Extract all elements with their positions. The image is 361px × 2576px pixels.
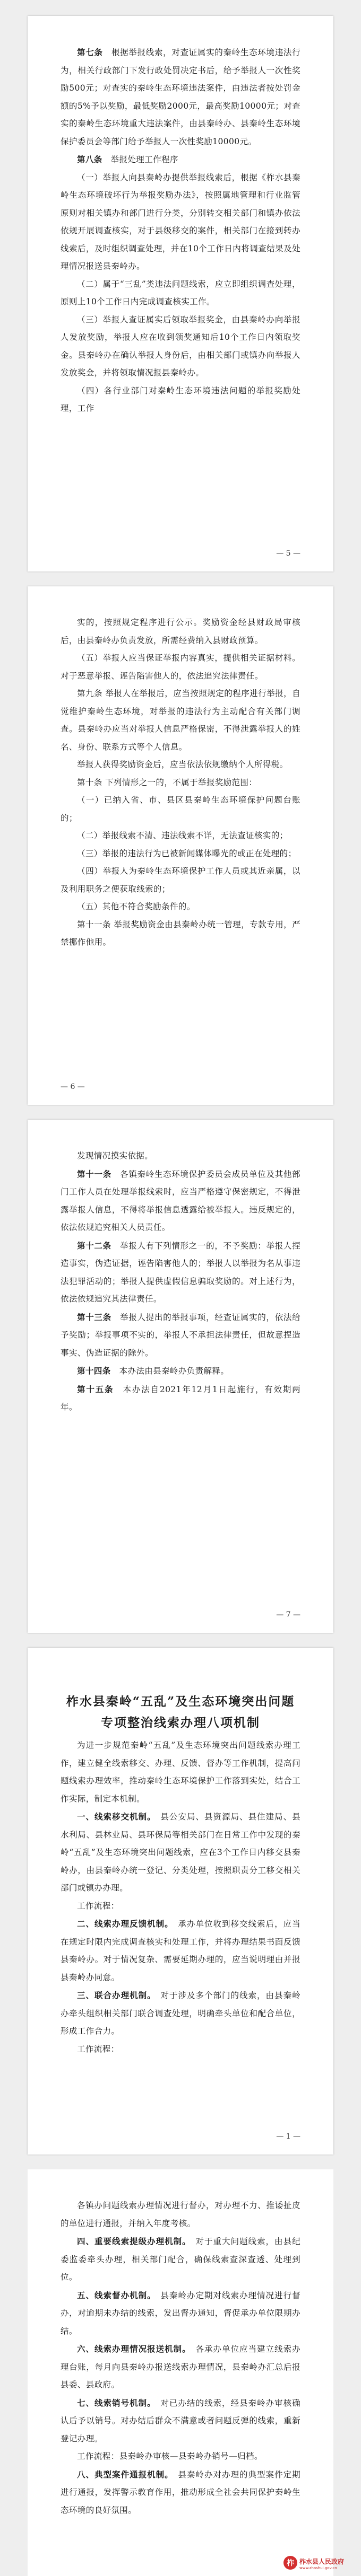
paragraph <box>61 2287 300 2341</box>
paragraph <box>61 1986 300 2041</box>
paragraph-text: 举报人提出的举报事项，经查证属实的，依法给予奖励；举报事项不实的，举报人不承担法律责任，但故意捏造事实、伪造证据的除外。 <box>61 1312 301 1358</box>
paragraph <box>61 792 300 827</box>
logo-emblem-icon: 柞 <box>283 2556 297 2570</box>
paragraph <box>61 2394 300 2448</box>
page-number: — 5 — <box>276 549 300 558</box>
paragraph-heading: 第十二条 <box>77 1240 111 1251</box>
paragraph <box>61 1381 300 1417</box>
title-line-2: 专项整治线索办理八项机制 <box>101 1716 260 1730</box>
paragraph-heading: 五、线索督办机制。 <box>77 2290 152 2300</box>
paragraph-text: 各镇秦岭生态环境保护委员会成员单位及其他部门工作人员在处理举报线索时，应当严格遵守保密规定，不得泄露举报人信息，不得将举报信息透露给被举报人。违反规定的，依法依规追究相关人员责任。 <box>61 1169 301 1232</box>
paragraph-text: 工作流程： <box>77 1901 119 1911</box>
document-title <box>61 1691 300 1734</box>
paragraph-text: （一）已纳入省、市、县区县秦岭生态环境保护问题台账的； <box>61 795 300 823</box>
paragraph <box>61 2340 300 2394</box>
paragraph-text: （三）举报人查证属实后领取举报奖金，由县秦岭办向举报人发放奖励，举报人应在收到领奖通知后10个工作日内领取奖金。县秦岭办在确认举报人身份后，由相关部门或镇办向举报人发放奖金，并将领取情况报县秦岭办。 <box>61 314 300 377</box>
paragraph <box>61 1915 300 1986</box>
paragraph-text: 县秦岭办对办理的典型案件定期进行通报，发挥警示教育作用，推动形成全社会共同保护秦岭生态环境的良好氛围。 <box>61 2469 300 2515</box>
document-page-4 <box>28 1648 333 2155</box>
paragraph-heading: 七、线索销号机制。 <box>77 2397 152 2408</box>
page-number: — 6 — <box>61 1083 85 1091</box>
paragraph-text: 本办法自2021年12月1日起施行，有效期两年。 <box>61 1384 300 1412</box>
paragraph-text: 工作流程： <box>77 2044 119 2054</box>
paragraph-text: 举报处理工作程序 <box>110 155 178 164</box>
paragraph-heading: 第十五条 <box>77 1384 114 1394</box>
document-page-3 <box>28 1120 333 1633</box>
paragraph <box>61 2041 300 2059</box>
paragraph <box>61 1897 300 1915</box>
paragraph-text: 第十一条 举报奖励资金由县秦岭办统一管理，专款专用，严禁挪作他用。 <box>61 919 300 947</box>
paragraph <box>61 614 300 649</box>
paragraph-text: 县秦岭办定期对线索办理情况进行督办，对逾期未办结的线索，发出督办通知，督促承办单位限期办结。 <box>61 2290 300 2336</box>
paragraph-heading: 第七条 <box>77 47 103 57</box>
paragraph <box>61 1308 300 1362</box>
paragraph <box>61 845 300 863</box>
page-1-body <box>61 43 300 418</box>
page-3-body <box>61 1147 300 1417</box>
paragraph-text: 各承办单位应当建立线索办理台账，每月向县秦岭办报送线索办理情况，县秦岭办汇总后报县委、县政府。 <box>61 2344 300 2389</box>
paragraph <box>61 1237 300 1308</box>
paragraph-text: （一）举报人向县秦岭办提供举报线索后，根据《柞水县秦岭生态环境破坏行为举报奖励办法》，按照属地管理和行业监管原则对相关镇办和部门进行分类，分别转交相关部门和镇办依法依规开展调查核实，对于县级移交的案件，相关部门在接到转办线索后，及时组织调查处理，并在10个工作日内将调查结果及处理情况报送县秦岭办。 <box>61 172 300 271</box>
site-logo <box>283 2554 357 2572</box>
paragraph <box>61 827 300 845</box>
paragraph-text: 第十条 下列情形之一的，不属于举报奖励范围： <box>77 777 257 787</box>
paragraph-text: 承办单位收到移交线索后，应当在规定时限内完成调查核实和处理工作，并将办理结果书面反馈县秦岭办。对于情况复杂、需要延期办理的，应当说明理由并报县秦岭办同意。 <box>61 1919 300 1982</box>
paragraph-heading: 六、线索办理情况报送机制。 <box>77 2344 187 2354</box>
paragraph-text: （二）举报线索不清、违法线索不详，无法查证核实的； <box>77 831 288 840</box>
paragraph-text: 第九条 举报人在举报后，应当按照规定的程序进行举报，自觉维护秦岭生态环境，对举报的违法行为主动配合有关部门调查。县秦岭办应当对举报人信息严格保密，不得泄露举报人的姓名、身份、联系方式等个人信息。 <box>61 689 300 752</box>
paragraph <box>61 276 300 311</box>
paragraph-text: 县公安局、县资源局、县住建局、县水利局、县林业局、县环保局等相关部门在日常工作中发现的秦岭“五乱”及生态环境突出问题线索，应在3个工作日内移交县秦岭办，由县秦岭办统一登记、分类处理，按照职责分工移交相关部门或镇办办理。 <box>61 1812 300 1893</box>
paragraph <box>61 774 300 792</box>
paragraph <box>61 863 300 898</box>
paragraph-heading: 第十四条 <box>77 1366 111 1376</box>
paragraph <box>61 151 300 169</box>
paragraph <box>61 898 300 916</box>
paragraph <box>61 382 300 418</box>
logo-url: www.zhashui.gov.cn <box>299 2565 337 2570</box>
paragraph-text: （三）举报的违法行为已被新闻媒体曝光的或正在处理的； <box>77 848 297 858</box>
paragraph-heading: 四、重要线索提级办理机制。 <box>77 2236 187 2246</box>
paragraph-text: 工作流程：县秦岭办审核—县秦岭办销号—归档。 <box>77 2451 263 2461</box>
paragraph-heading: 一、线索移交机制。 <box>77 1812 152 1822</box>
paragraph <box>61 169 300 276</box>
document-page-1 <box>28 16 333 572</box>
paragraph-text: （四）各行业部门对秦岭生态环境违法问题的举报奖励处理，工作 <box>61 385 300 413</box>
document-page-2 <box>28 586 333 1105</box>
paragraph <box>61 43 300 151</box>
page-number: — 1 — <box>276 2132 300 2141</box>
paragraph-text: 对于涉及多个部门的线索，由县秦岭办牵头组织相关部门联合调查处理，明确牵头单位和配合单位，形成工作合力。 <box>61 1991 300 2036</box>
paragraph-heading: 第十一条 <box>77 1168 111 1179</box>
paragraph <box>61 1362 300 1381</box>
logo-title: 柞水县人民政府 <box>299 2557 345 2565</box>
paragraph <box>61 1737 300 1808</box>
page-2-body <box>61 614 300 952</box>
paragraph-heading: 第十三条 <box>77 1312 111 1322</box>
page-5-body <box>61 2197 300 2519</box>
logo-text-block <box>299 2556 344 2570</box>
paragraph-text: 举报人有下列情形之一的，不予奖励：举报人捏造事实，伪造证据，诬告陷害他人的；举报人以举报为名从事违法犯罪活动的；举报人提供虚假信息骗取奖励的。对上述行为，依法依规追究其法律责任。 <box>61 1241 301 1304</box>
paragraph-text: （五）其他不符合奖励条件的。 <box>77 902 195 911</box>
paragraph-heading: 第八条 <box>77 154 102 164</box>
paragraph-text: 各镇办问题线索办理情况进行督办，对办理不力、推诿扯皮的单位进行通报，并纳入年度考核。 <box>61 2201 300 2228</box>
title-line-1: 柞水县秦岭“五乱”及生态环境突出问题 <box>66 1694 295 1709</box>
paragraph-text: 对已办结的线索，经县秦岭办审核确认后予以销号。对办结后群众不满意或者问题反弹的线索，重新登记办理。 <box>61 2398 300 2443</box>
paragraph-text: （四）举报人为秦岭生态环境保护工作人员或其近亲属，以及利用职务之便获取线索的； <box>61 866 300 894</box>
paragraph-heading: 三、联合办理机制。 <box>77 1990 152 2000</box>
paragraph-heading: 二、线索办理反馈机制。 <box>77 1919 169 1929</box>
paragraph-text: 举报人获得奖励资金后，应当依法依规缴纳个人所得税。 <box>77 760 288 769</box>
paragraph <box>61 2466 300 2520</box>
paragraph-text: 对于重大问题线索，由县纪委监委牵头办理，相关部门配合，确保线索查深查透、处理到位。 <box>61 2237 300 2282</box>
paragraph-heading: 八、典型案件通报机制。 <box>77 2469 169 2480</box>
paragraph <box>61 1165 300 1237</box>
paragraph <box>61 916 300 952</box>
paragraph <box>61 685 300 756</box>
paragraph <box>61 756 300 774</box>
paragraph <box>61 1808 300 1897</box>
paragraph <box>61 2232 300 2287</box>
paragraph-text: 实的，按照规定程序进行公示。奖励资金经县财政局审核后，由县秦岭办负责发放，所需经费纳入县财政预算。 <box>61 618 300 645</box>
page-4-body <box>61 1737 300 2058</box>
page-number: — 7 — <box>276 1611 300 1619</box>
paragraph <box>61 649 300 685</box>
paragraph <box>61 2448 300 2466</box>
paragraph <box>61 2197 300 2232</box>
paragraph-text: 为进一步规范秦岭“五乱”及生态环境突出问题线索办理工作，建立健全线索移交、办理、反馈、督办等工作机制，提高问题线索办理效率，推动秦岭生态环境保护工作落到实处，结合工作实际，制定本机制。 <box>61 1740 300 1804</box>
paragraph-text: 根据举报线索，对查证属实的秦岭生态环境违法行为，相关行政部门下发行政处罚决定书后，给予举报人一次性奖励500元；对查实的秦岭生态环境违法案件，由违法者按处罚金额的5%予以奖励，最低奖励2000元，最高奖励10000元；对查实的秦岭生态环境重大违法案件，由县秦岭办、县秦岭生态环境保护委员会等部门给予举报人一次性奖励10000元。 <box>61 48 301 146</box>
paragraph <box>61 311 300 382</box>
paragraph-text: （五）举报人应当保证举报内容真实，提供相关证据材料。对于恶意举报、诬告陷害他人的，依法追究法律责任。 <box>61 653 300 681</box>
paragraph <box>61 1147 300 1165</box>
document-page-5 <box>28 2169 333 2576</box>
paragraph-text: （二）属于“三乱”类违法问题线索，应立即组织调查处理，原则上10个工作日内完成调查核实工作。 <box>61 279 300 306</box>
paragraph-text: 本办法由县秦岭办负责解释。 <box>119 1366 229 1376</box>
paragraph-text: 发现情况摸实依据。 <box>77 1151 153 1160</box>
